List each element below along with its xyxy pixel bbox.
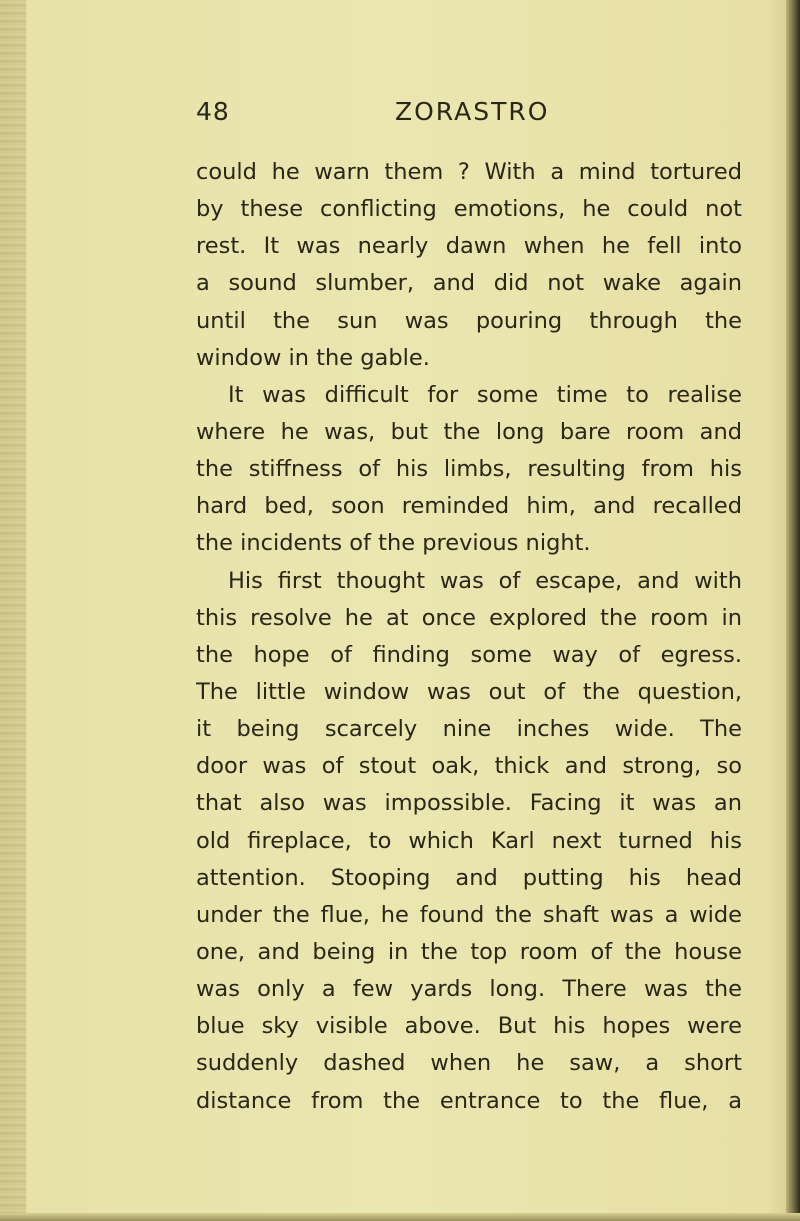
text-line: window in the gable. xyxy=(196,344,430,371)
text-line: the stiffness of his limbs, resulting from his xyxy=(196,456,742,483)
text-line: by these conflicting emotions, he could not xyxy=(196,196,742,223)
text-line: The little window was out of the question, xyxy=(196,678,742,705)
text-line: this resolve he at once explored the room in xyxy=(196,604,742,631)
text-line: blue sky visible above. But his hopes were xyxy=(196,1013,742,1040)
text-line: one, and being in the top room of the house xyxy=(196,938,742,965)
text-line: a sound slumber, and did not wake again xyxy=(196,270,742,297)
page-bottom-edge xyxy=(0,1213,800,1221)
text-line: under the flue, he found the shaft was a wide xyxy=(196,901,742,928)
text-line: distance from the entrance to the flue, a xyxy=(196,1087,742,1114)
text-line: hard bed, soon reminded him, and recalled xyxy=(196,493,742,520)
text-line: old fireplace, to which Karl next turned his xyxy=(196,827,742,854)
page-left-edge xyxy=(0,0,26,1221)
running-header xyxy=(196,97,736,137)
text-line: rest. It was nearly dawn when he fell into xyxy=(196,233,742,260)
running-title: ZORASTRO xyxy=(395,97,550,126)
text-line: the hope of finding some way of egress. xyxy=(196,641,742,668)
text-line: until the sun was pouring through the xyxy=(196,307,742,334)
text-line: attention. Stooping and putting his head xyxy=(196,864,742,891)
text-line: it being scarcely nine inches wide. The xyxy=(196,716,742,743)
text-line: that also was impossible. Facing it was an xyxy=(196,790,742,817)
text-line: suddenly dashed when he saw, a short xyxy=(196,1050,742,1077)
page-right-edge xyxy=(786,0,800,1221)
text-line: door was of stout oak, thick and strong, so xyxy=(196,753,742,780)
text-line: It was difficult for some time to realise xyxy=(228,381,742,408)
page-number: 48 xyxy=(196,97,230,126)
text-line: could he warn them ? With a mind tortured xyxy=(196,159,742,185)
text-line: the incidents of the previous night. xyxy=(196,530,591,557)
text-line: where he was, but the long bare room and xyxy=(196,418,742,445)
text-line: was only a few yards long. There was the xyxy=(196,976,742,1003)
body-text xyxy=(196,154,742,1120)
text-line: His first thought was of escape, and with xyxy=(228,567,742,594)
